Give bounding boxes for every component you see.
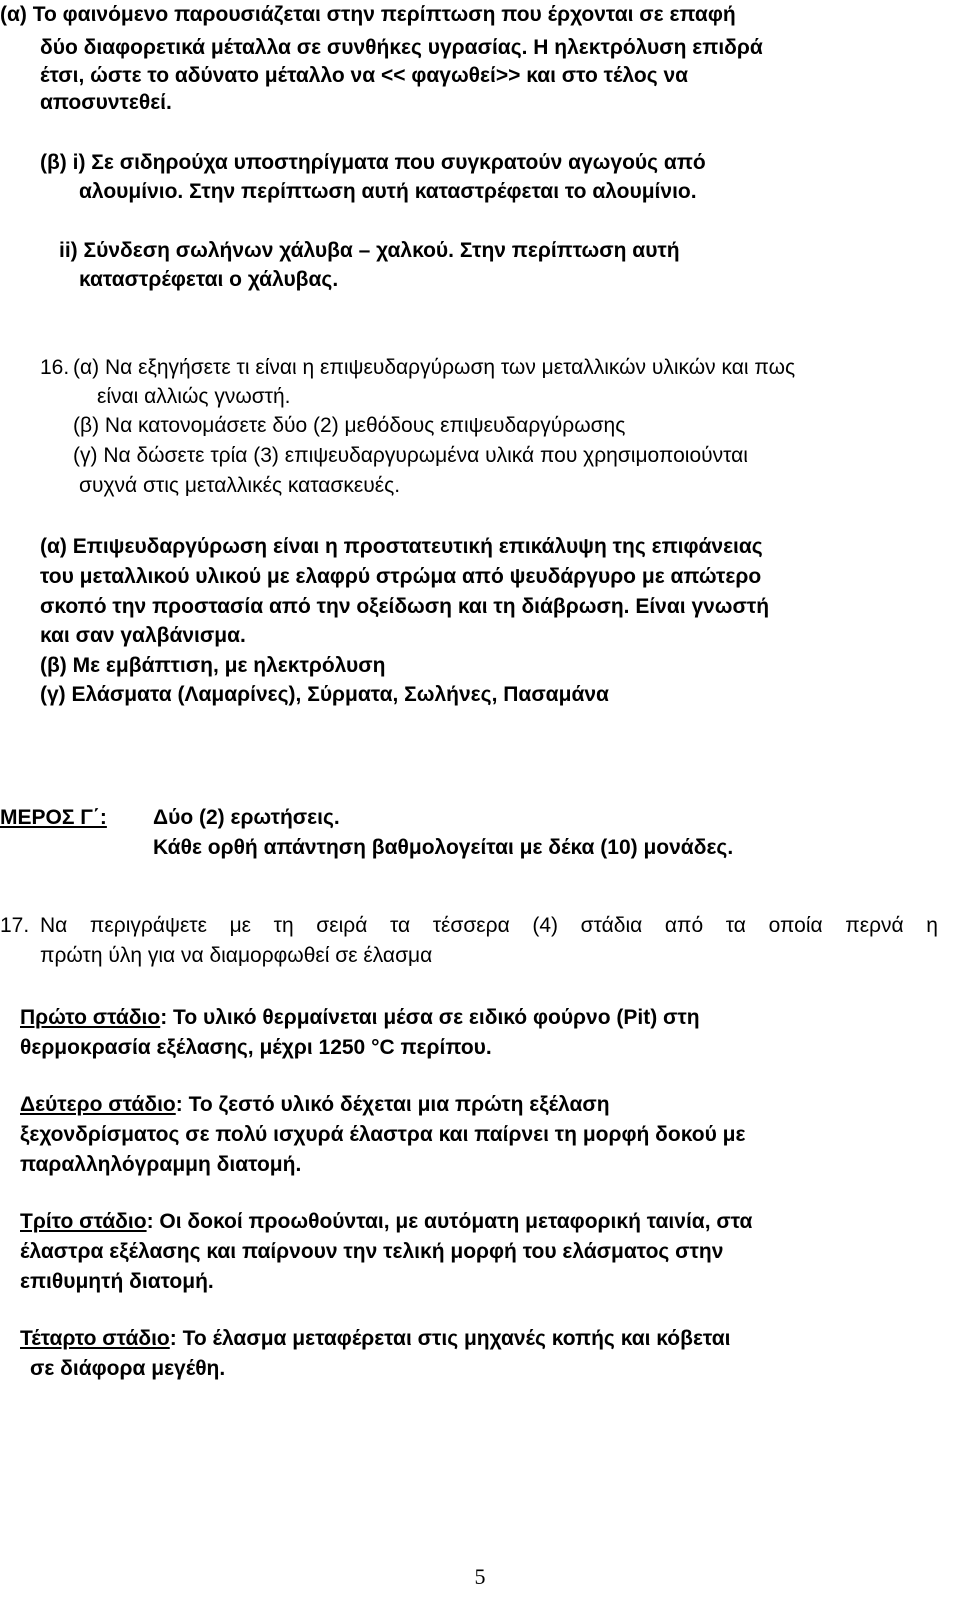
q16-answer-a-line-2: του μεταλλικού υλικού με ελαφρύ στρώμα από ψευδάργυρο με απώτερο <box>40 565 762 588</box>
q16-answer-a-line-3: σκοπό την προστασία από την οξείδωση και τη διάβρωση. Είναι γνωστή <box>40 595 770 618</box>
question-17-line-1: Να περιγράψετε με τη σειρά τα τέσσερα (4) στάδια από τα οποία περνά η <box>40 914 938 937</box>
q16-answer-c: (γ) Ελάσματα (Λαμαρίνες), Σύρματα, Σωλήνες, Πασαμάνα <box>40 683 609 706</box>
question-16-c-line-1: (γ) Να δώσετε τρία (3) επιψευδαργυρωμένα υλικά που χρησιμοποιούνται <box>73 444 748 467</box>
part-c-marking-note: Κάθε ορθή απάντηση βαθμολογείται με δέκα (10) μονάδες. <box>153 836 734 859</box>
stage-1-label: Πρώτο στάδιο <box>20 1006 161 1029</box>
question-16-number: 16. <box>40 356 70 379</box>
stage-3-line-3: επιθυμητή διατομή. <box>20 1270 214 1293</box>
q16-answer-b: (β) Με εμβάπτιση, με ηλεκτρόλυση <box>40 654 386 677</box>
q15-answer-b-ii-line-2: καταστρέφεται ο χάλυβας. <box>79 268 339 291</box>
q15-answer-a-line-4: αποσυντεθεί. <box>40 91 172 114</box>
stage-4-text: : Το έλασμα μεταφέρεται στις μηχανές κοπής και κόβεται <box>169 1327 731 1350</box>
question-16-a-line-1: (α) Να εξηγήσετε τι είναι η επιψευδαργύρωση των μεταλλικών υλικών και πως <box>73 356 796 379</box>
stage-2-line-2: ξεχονδρίσματος σε πολύ ισχυρά έλαστρα και παίρνει τη μορφή δοκού με <box>20 1123 746 1146</box>
stage-1-line-1 <box>20 1005 700 1031</box>
question-16-c-line-2: συχνά στις μεταλλικές κατασκευές. <box>79 474 401 497</box>
q15-answer-a-line-3: έτσι, ώστε το αδύνατο μέταλλο να << φαγωθεί>> και στο τέλος να <box>40 64 689 87</box>
q15-answer-b-i-line-2: αλουμίνιο. Στην περίπτωση αυτή καταστρέφεται το αλουμίνιο. <box>79 180 697 203</box>
page-number: 5 <box>474 1564 486 1589</box>
q16-answer-a-line-1: (α) Επιψευδαργύρωση είναι η προστατευτική επικάλυψη της επιφάνειας <box>40 535 763 558</box>
stage-3-label: Τρίτο στάδιο <box>20 1210 147 1233</box>
question-17-number: 17. <box>0 914 30 937</box>
stage-4-label: Τέταρτο στάδιο <box>20 1327 170 1350</box>
stage-1-text: : Το υλικό θερμαίνεται μέσα σε ειδικό φούρνο (Pit) στη <box>160 1006 700 1029</box>
part-c-label: ΜΕΡΟΣ Γ΄: <box>0 806 107 829</box>
stage-2-line-1 <box>20 1092 610 1118</box>
stage-3-text: : Οι δοκοί προωθούνται, με αυτόματη μεταφορική ταινία, στα <box>146 1210 753 1233</box>
q15-answer-a-line-1: (α) Το φαινόμενο παρουσιάζεται στην περίπτωση που έρχονται σε επαφή <box>0 3 736 26</box>
question-16-b: (β) Να κατονομάσετε δύο (2) μεθόδους επιψευδαργύρωσης <box>73 414 626 437</box>
question-17-line-2: πρώτη ύλη για να διαμορφωθεί σε έλασμα <box>40 944 433 967</box>
stage-2-line-3: παραλληλόγραμμη διατομή. <box>20 1153 302 1176</box>
part-c-question-count: Δύο (2) ερωτήσεις. <box>153 806 340 829</box>
stage-4-line-2: σε διάφορα μεγέθη. <box>30 1357 226 1380</box>
q15-answer-a-line-2: δύο διαφορετικά μέταλλα σε συνθήκες υγρασίας. Η ηλεκτρόλυση επιδρά <box>40 36 763 59</box>
stage-2-text: : Το ζεστό υλικό δέχεται μια πρώτη εξέλαση <box>175 1093 610 1116</box>
stage-2-label: Δεύτερο στάδιο <box>20 1093 176 1116</box>
stage-1-line-2: θερμοκρασία εξέλασης, μέχρι 1250 °C περίπου. <box>20 1036 492 1059</box>
q16-answer-a-line-4: και σαν γαλβάνισμα. <box>40 624 246 647</box>
q15-answer-b-i-line-1: (β) i) Σε σιδηρούχα υποστηρίγματα που συγκρατούν αγωγούς από <box>40 151 706 174</box>
question-16-a-line-2: είναι αλλιώς γνωστή. <box>97 385 291 408</box>
q15-answer-b-ii-line-1: ii) Σύνδεση σωλήνων χάλυβα – χαλκού. Στην περίπτωση αυτή <box>59 239 680 262</box>
stage-4-line-1 <box>20 1326 730 1352</box>
stage-3-line-1 <box>20 1209 752 1235</box>
stage-3-line-2: έλαστρα εξέλασης και παίρνουν την τελική μορφή του ελάσματος στην <box>20 1240 724 1263</box>
